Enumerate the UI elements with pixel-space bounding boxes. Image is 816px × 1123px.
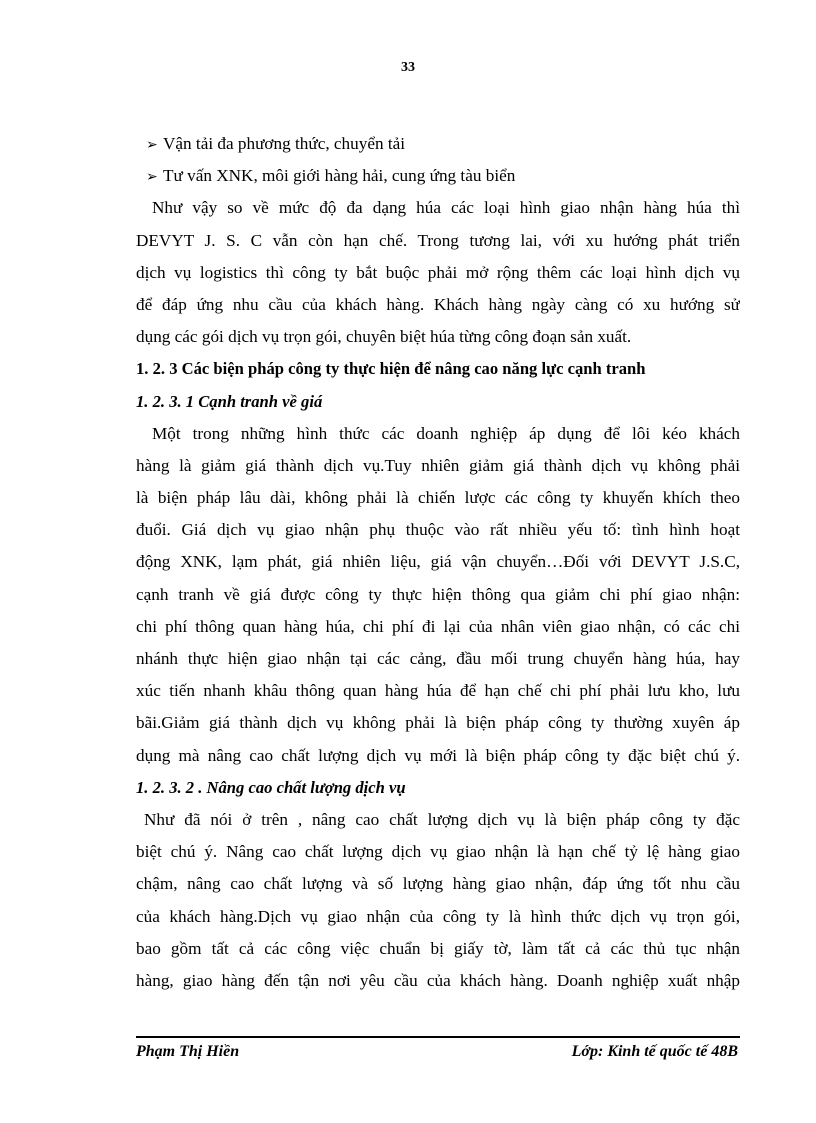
- paragraph-line: chậm, nâng cao chất lượng và số lượng hàng giao nhận, đáp ứng tốt nhu cầu: [136, 874, 740, 894]
- footer-author: Phạm Thị Hiền: [136, 1043, 240, 1060]
- document-body: [136, 128, 740, 997]
- bullet-item: ➢ Vận tải đa phương thức, chuyển tải: [136, 128, 740, 160]
- paragraph-line: để đáp ứng nhu cầu của khách hàng. Khách hàng ngày càng có xu hướng sử: [136, 294, 740, 314]
- paragraph-line: bãi.Giảm giá thành dịch vụ không phải là biện pháp công ty thường xuyên áp: [136, 713, 740, 733]
- arrow-bullet-icon: ➢: [146, 170, 158, 186]
- paragraph-line: hàng, giao hàng đến tận nơi yêu cầu của khách hàng. Doanh nghiệp xuất nhập: [136, 970, 740, 990]
- paragraph-line: động XNK, lạm phát, giá nhiên liệu, giá vận chuyển…Đối với DEVYT J.S.C,: [136, 552, 740, 572]
- paragraph-line: dụng các gói dịch vụ trọn gói, chuyên biệt húa từng công đoạn sản xuất.: [136, 327, 632, 347]
- paragraph-line: Một trong những hình thức các doanh nghiệp áp dụng để lôi kéo khách: [152, 423, 740, 443]
- paragraph-line: nhánh thực hiện giao nhận tại các cảng, đầu mối trung chuyển hàng húa, hay: [136, 649, 740, 668]
- section-heading: 1. 2. 3 Các biện pháp công ty thực hiện để nâng cao năng lực cạnh tranh: [136, 359, 646, 379]
- paragraph-line: xúc tiến nhanh khâu thông quan hàng húa để hạn chế chi phí phải lưu kho, lưu: [136, 681, 740, 701]
- footer-class: Lớp: Kinh tế quốc tế 48B: [571, 1043, 738, 1060]
- paragraph-line: đuổi. Giá dịch vụ giao nhận phụ thuộc vào rất nhiều yếu tố: tình hình hoạt: [136, 520, 740, 540]
- paragraph-line: bao gồm tất cả các công việc chuẩn bị giấy tờ, làm tất cả các thủ tục nhận: [136, 938, 740, 958]
- paragraph-line: hàng là giảm giá thành dịch vụ.Tuy nhiên giảm giá thành dịch vụ không phải: [136, 455, 740, 475]
- subsection-heading: 1. 2. 3. 2 . Nâng cao chất lượng dịch vụ: [136, 777, 406, 797]
- footer-divider: [136, 1036, 740, 1038]
- paragraph-line: dịch vụ logistics thì công ty bắt buộc phải mở rộng thêm các loại hình dịch vụ: [136, 262, 740, 282]
- paragraph-line: của khách hàng.Dịch vụ giao nhận của công ty là hình thức dịch vụ trọn gói,: [136, 906, 740, 926]
- arrow-bullet-icon: ➢: [146, 138, 158, 153]
- page-number: 33: [401, 60, 415, 75]
- paragraph-line: Như vậy so về mức độ đa dạng húa các loại hình giao nhận hàng húa thì: [152, 198, 740, 218]
- paragraph-line: biệt chú ý. Nâng cao chất lượng dịch vụ giao nhận là hạn chế tỷ lệ hàng giao: [136, 842, 740, 862]
- paragraph-line: DEVYT J. S. C vẫn còn hạn chế. Trong tương lai, với xu hướng phát triển: [136, 230, 740, 250]
- paragraph-line: là biện pháp lâu dài, không phải là chiến lược các công ty khuyến khích theo: [136, 488, 740, 508]
- subsection-heading: 1. 2. 3. 1 Cạnh tranh về giá: [136, 391, 323, 411]
- paragraph-line: cạnh tranh về giá được công ty thực hiện thông qua giảm chi phí giao nhận:: [136, 584, 740, 604]
- paragraph-line: Như đã nói ở trên , nâng cao chất lượng dịch vụ là biện pháp công ty đặc: [144, 809, 740, 829]
- paragraph-line: chi phí thông quan hàng húa, chi phí đi lại của nhân viên giao nhận, có các chi: [136, 616, 740, 636]
- bullet-item: ➢ Tư vấn XNK, môi giới hàng hải, cung ứng tàu biển: [136, 160, 740, 192]
- paragraph-line: dụng mà nâng cao chất lượng dịch vụ mới là biện pháp công ty đặc biệt chú ý.: [136, 745, 740, 765]
